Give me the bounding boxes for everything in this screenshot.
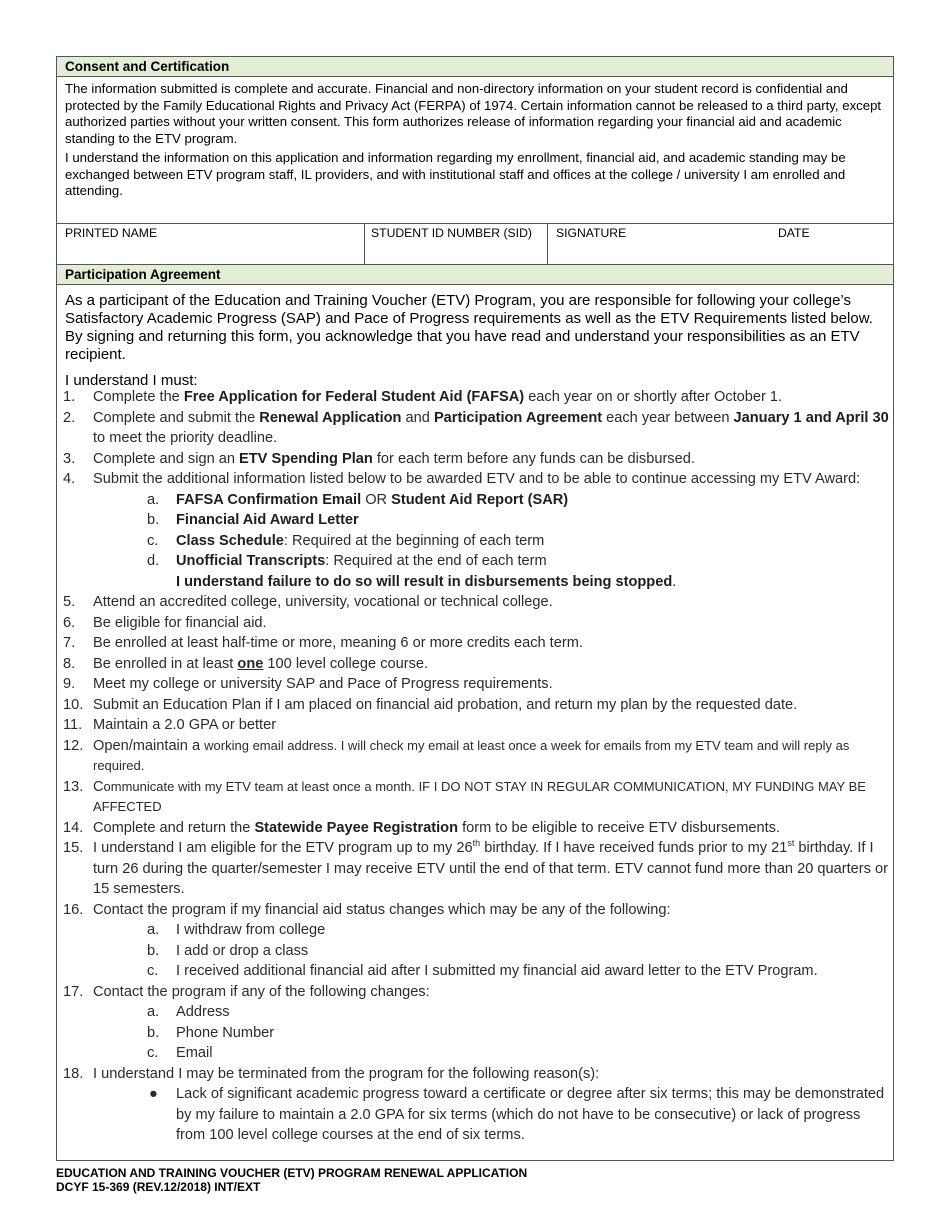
item-text: Complete and sign an [93, 450, 240, 467]
item-number: 5. [63, 594, 76, 610]
list-item [63, 633, 891, 654]
sub-letter: c. [147, 963, 159, 979]
item-bold: FAFSA Confirmation Email [176, 491, 362, 508]
list-item [63, 387, 891, 408]
item-number: 15. [63, 840, 84, 856]
footer-title: EDUCATION AND TRAINING VOUCHER (ETV) PROGRAM RENEWAL APPLICATION [56, 1166, 528, 1180]
sub-item [63, 1002, 891, 1023]
item-text: I understand I am eligible for the ETV program up to my 26 [93, 840, 473, 856]
item-text: each year on or shortly after October 1. [524, 389, 783, 405]
item-number: 6. [63, 614, 76, 631]
item-text: Lack of significant academic progress toward a certificate or degree after six terms; this may be demonstrated by my failure to maintain a 2.0 GPA for six terms (which do not have to be consecutive) or lack of progress from 100 level college courses at the end of six terms. [176, 1086, 885, 1143]
list-item [63, 1064, 891, 1085]
item-text: OR [361, 491, 392, 508]
item-text: Submit an Education Plan if I am placed on financial aid probation, and return my plan by the requested date. [93, 696, 798, 713]
item-bold: Unofficial Transcripts [176, 553, 326, 569]
item-text: Address [176, 1004, 230, 1020]
sub-item [63, 510, 891, 531]
item-number: 16. [63, 901, 84, 918]
consent-body [57, 77, 893, 223]
item-text: for each term before any funds can be disbursed. [372, 450, 695, 467]
item-bold: Statewide Payee Registration [254, 819, 459, 836]
item-underlined: one [237, 655, 264, 672]
sub-item [63, 941, 891, 962]
item-bold: January 1 and April 30 [733, 409, 889, 426]
signature-row [57, 223, 893, 265]
sub-item [63, 1043, 891, 1064]
item-bold: Renewal Application [259, 409, 402, 426]
signature-field[interactable] [548, 224, 770, 264]
superscript: th [472, 838, 481, 849]
consent-paragraph-2: I understand the information on this application and information regarding my enrollment, financial aid, and academic standing may be exchanged between ETV program staff, IL providers, and with institutional staff and offices at the college / university I am enrolled and attending. [65, 150, 846, 198]
printed-name-field[interactable] [57, 224, 365, 264]
sub-letter: a. [147, 922, 160, 938]
list-item [63, 838, 891, 900]
list-item [63, 674, 891, 695]
student-id-field[interactable] [365, 224, 548, 264]
item-number: 12. [63, 737, 84, 754]
item-number: 2. [63, 409, 76, 426]
form-container [56, 56, 894, 1161]
sub-item [63, 961, 891, 982]
signature-label: SIGNATURE [556, 226, 627, 240]
item-number: 17. [63, 983, 84, 1000]
item-text: Email [176, 1045, 213, 1061]
item-text: working email address. I will check my email at least once a week for emails from my ETV team and will reply as required. [93, 737, 850, 773]
student-id-label: STUDENT ID NUMBER (SID) [371, 226, 532, 240]
item-number: 9. [63, 676, 76, 692]
sub-letter: b. [147, 1024, 160, 1041]
list-item [63, 613, 891, 634]
item-text: and [401, 409, 434, 426]
item-bold: Student Aid Report (SAR) [391, 491, 569, 508]
item-bold: Free Application for Federal Student Aid (FAFSA) [183, 389, 525, 405]
item-text: I understand I may be terminated from the program for the following reason(s): [93, 1065, 600, 1082]
item-text: C [93, 778, 104, 795]
item-bold: ETV Spending Plan [239, 450, 373, 467]
disbursement-warning [63, 572, 891, 593]
sub-item [63, 920, 891, 941]
consent-paragraph-1: The information submitted is complete and accurate. Financial and non-directory information on your student record is confidential and protected by the Family Educational Rights and Privacy Act (FERPA) of 1974. Certain information cannot be released to a third party, except authorized parties without your written consent. This form authorizes release of information regarding your financial aid and academic standing to the ETV program. [65, 81, 882, 146]
item-text: to meet the priority deadline. [93, 430, 278, 446]
item-text: Attend an accredited college, university, vocational or technical college. [93, 594, 553, 610]
consent-header: Consent and Certification [57, 57, 893, 77]
footer-form-number: DCYF 15-369 (REV.12/2018) INT/EXT [56, 1180, 261, 1194]
list-item [63, 818, 891, 839]
list-item [63, 777, 891, 818]
item-number: 8. [63, 655, 76, 672]
item-text: birthday. If I have received funds prior to my 21 [480, 840, 788, 856]
item-text: I withdraw from college [176, 922, 326, 938]
sub-item [63, 551, 891, 572]
superscript: st [787, 838, 795, 849]
item-text: Contact the program if any of the following changes: [93, 983, 430, 1000]
bullet-icon: ● [149, 1086, 158, 1102]
sub-item [63, 490, 891, 511]
item-text: form to be eligible to receive ETV disbursements. [458, 819, 781, 836]
warning-period: . [672, 573, 677, 590]
item-text: : Required at the end of each term [325, 553, 547, 569]
item-bold: Financial Aid Award Letter [176, 512, 359, 528]
list-item [63, 715, 891, 736]
sub-item [63, 531, 891, 552]
item-text: Meet my college or university SAP and Pace of Progress requirements. [93, 676, 553, 692]
list-item [63, 469, 891, 490]
item-text: Contact the program if my financial aid status changes which may be any of the following: [93, 901, 671, 918]
sub-letter: d. [147, 553, 160, 569]
sub-letter: b. [147, 942, 160, 959]
item-number: 11. [63, 717, 83, 733]
item-text: birthday. If I turn 26 during the quarter/semester I may receive ETV until the end of that term. ETV cannot fund more than 20 quarters or 15 semesters. [93, 840, 888, 897]
item-bold: Participation Agreement [433, 409, 603, 426]
item-text: Be enrolled in at least [93, 655, 238, 672]
item-number: 4. [63, 471, 76, 487]
list-item [63, 449, 891, 470]
form-footer [56, 1166, 527, 1194]
item-text: I received additional financial aid after I submitted my financial aid award letter to the ETV Program. [176, 963, 818, 979]
item-number: 10. [63, 696, 84, 713]
requirements-list [63, 387, 891, 1146]
item-text: Complete the [93, 389, 184, 405]
item-text: Be eligible for financial aid. [93, 614, 267, 631]
sub-letter: a. [147, 1004, 160, 1020]
participation-intro: As a participant of the Education and Training Voucher (ETV) Program, you are responsible for following your college’s Satisfactory Academic Progress (SAP) and Pace of Progress requirements as well as the ETV Requirements listed below. By signing and returning this form, you acknowledge that you have read and understand your responsibilities as an ETV recipient. [65, 292, 873, 363]
sub-letter: c. [147, 1045, 159, 1061]
item-number: 1. [63, 389, 76, 405]
sub-letter: a. [147, 491, 160, 508]
list-item [63, 695, 891, 716]
item-text: Open/maintain a [93, 737, 205, 754]
item-text: I add or drop a class [176, 942, 309, 959]
item-text: each year between [602, 409, 734, 426]
sub-item [63, 1023, 891, 1044]
sub-letter: c. [147, 532, 159, 549]
item-number: 7. [63, 635, 76, 651]
item-number: 14. [63, 819, 84, 836]
item-bold: Class Schedule [176, 532, 284, 549]
list-item [63, 982, 891, 1003]
item-number: 13. [63, 778, 84, 795]
bullet-item [63, 1084, 891, 1146]
item-text: Submit the additional information listed below to be awarded ETV and to be able to continue accessing my ETV Award: [93, 471, 861, 487]
item-text: : Required at the beginning of each term [283, 532, 545, 549]
date-label: DATE [778, 226, 810, 240]
list-item [63, 900, 891, 921]
sub-letter: b. [147, 512, 160, 528]
date-field[interactable] [770, 224, 893, 264]
item-text: Phone Number [176, 1024, 275, 1041]
list-item [63, 592, 891, 613]
item-text: Complete and return the [93, 819, 255, 836]
item-text: Be enrolled at least half-time or more, meaning 6 or more credits each term. [93, 635, 583, 651]
item-text: ommunicate with my ETV team at least once a month. IF I DO NOT STAY IN REGULAR COMMUNICATION, MY FUNDING MAY BE AFFECTED [93, 778, 866, 814]
item-number: 3. [63, 450, 76, 467]
list-item [63, 408, 891, 449]
printed-name-label: PRINTED NAME [65, 226, 158, 240]
item-text: Maintain a 2.0 GPA or better [93, 717, 277, 733]
item-text: 100 level college course. [263, 655, 429, 672]
must-heading: I understand I must: [65, 372, 198, 389]
list-item [63, 654, 891, 675]
item-number: 18. [63, 1065, 84, 1082]
list-item [63, 736, 891, 777]
warning-text: I understand failure to do so will result in disbursements being stopped [176, 573, 673, 590]
participation-header: Participation Agreement [57, 265, 893, 285]
item-text: Complete and submit the [93, 409, 260, 426]
